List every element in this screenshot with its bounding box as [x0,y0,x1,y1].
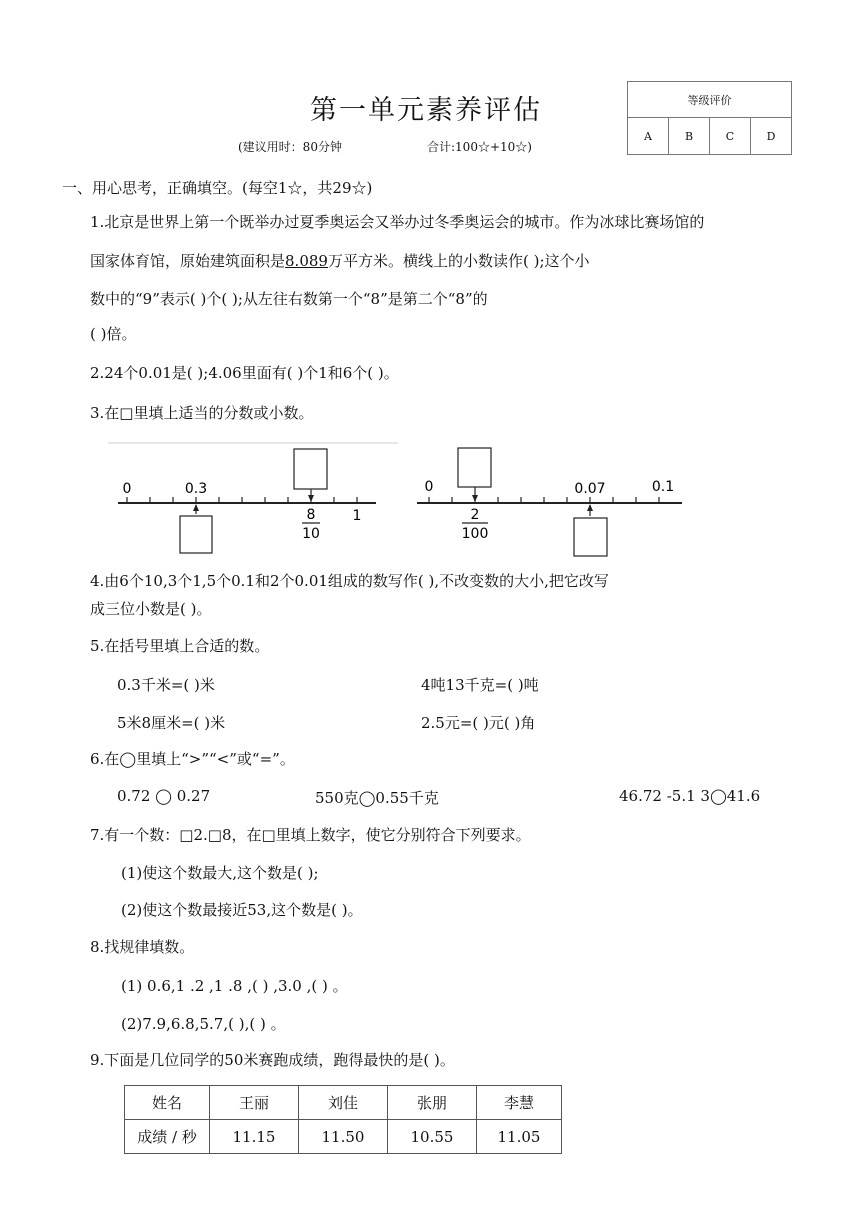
table-cell: 刘佳 [299,1086,388,1120]
answer-box[interactable] [574,518,607,556]
table-cell: 11.05 [477,1120,562,1154]
q8-part2: (2)7.9,6.8,5.7,( ),( ) 。 [121,1015,286,1033]
section-heading: 一、用心思考，正确填空。(每空1☆，共29☆) [62,179,373,197]
grade-a: A [628,118,669,155]
page-title: 第一单元素养评估 [310,95,542,126]
q1-line4: ( )倍。 [90,325,137,343]
table-row [125,1120,562,1154]
q5-item3: 5米8厘米=( )米 [117,714,226,732]
q4-line2: 成三位小数是( )。 [90,600,212,618]
answer-box[interactable] [180,516,212,553]
fraction-numerator: 8 [306,507,316,523]
table-cell: 张朋 [388,1086,477,1120]
table-cell: 11.15 [210,1120,299,1154]
tick-label-mark: 0.3 [184,481,208,497]
q1-line1: 1.北京是世界上第一个既举办过夏季奥运会又举办过冬季奥运会的城市。作为冰球比赛场馆的 [90,213,705,231]
suggested-time: (建议用时：80分钟 [238,140,342,154]
right-number-line [417,448,682,556]
table-cell: 王丽 [210,1086,299,1120]
table-cell: 李慧 [477,1086,562,1120]
q6-item2: 550克◯0.55千克 [315,789,439,807]
q8-part1: (1) 0.6,1 .2 ,1 .8 ,( ) ,3.0 ,( ) 。 [121,977,348,995]
q5-item2: 4吨13千克=( )吨 [421,676,539,694]
grade-b: B [669,118,710,155]
q8-text: 8.找规律填数。 [90,938,195,956]
grade-label: 等级评价 [628,82,792,118]
tick-label-end: 1 [352,508,362,524]
table-header-row [125,1086,562,1120]
grade-c: C [710,118,751,155]
q1-line3: 数中的“9”表示( )个( );从左往右数第一个“8”是第二个“8”的 [90,290,488,308]
q4-line1: 4.由6个10,3个1,5个0.1和2个0.01组成的数写作( ),不改变数的大小,把它改写 [90,572,609,590]
q5-item4: 2.5元=( )元( )角 [421,714,536,732]
q1-line2: 国家体育馆，原始建筑面积是8.089万平方米。横线上的小数读作( );这个小 [90,252,590,270]
tick-label-start: 0 [122,481,132,497]
total-score: 合计:100☆+10☆) [427,140,532,154]
table-cell: 成绩 / 秒 [125,1120,210,1154]
tick-label-mark: 0.07 [574,481,606,497]
grade-d: D [751,118,792,155]
left-number-line [118,449,376,553]
table-cell: 姓名 [125,1086,210,1120]
q7-text: 7.有一个数：□2.□8，在□里填上数字，使它分别符合下列要求。 [90,826,531,844]
results-table [124,1085,562,1154]
answer-box[interactable] [294,449,327,489]
tick-label-start: 0 [424,479,434,495]
table-cell: 10.55 [388,1120,477,1154]
q5-item1: 0.3千米=( )米 [117,676,215,694]
answer-box[interactable] [458,448,491,487]
q7-part1: (1)使这个数最大,这个数是( ); [121,864,319,882]
q3-text: 3.在□里填上适当的分数或小数。 [90,404,314,422]
q6-text: 6.在◯里填上“>”“<”或“=”。 [90,750,295,768]
q7-part2: (2)使这个数最接近53,这个数是( )。 [121,901,363,919]
q2-text: 2.24个0.01是( );4.06里面有( )个1和6个( )。 [90,364,399,382]
fraction-numerator: 2 [470,507,480,523]
q6-item3: 46.72 -5.1 3◯41.6 [619,787,761,805]
q6-item1: 0.72 ◯ 0.27 [117,787,211,805]
underlined-number: 8.089 [285,252,328,270]
q5-text: 5.在括号里填上合适的数。 [90,637,270,655]
fraction-denominator: 100 [461,526,489,542]
fraction-denominator: 10 [302,526,320,542]
tick-label-end: 0.1 [651,479,675,495]
q9-text: 9.下面是几位同学的50米赛跑成绩，跑得最快的是( )。 [90,1051,455,1069]
table-cell: 11.50 [299,1120,388,1154]
